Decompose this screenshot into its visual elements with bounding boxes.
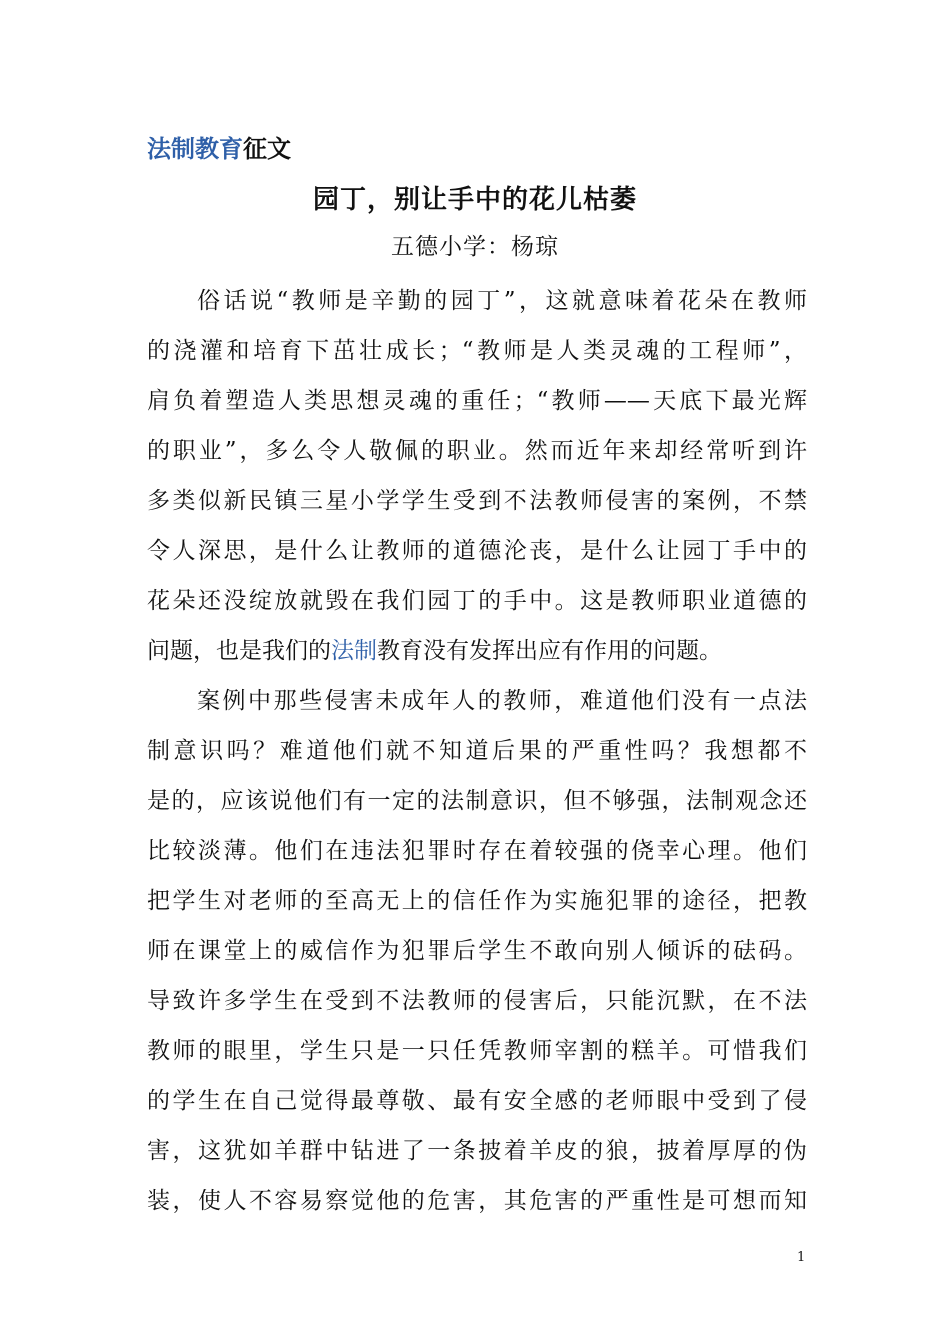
paragraph-2-line: 装，使人不容易察觉他的危害，其危害的严重性是可想而知 [147,1188,807,1214]
paragraph-2-line: 导致许多学生在受到不法教师的侵害后，只能沉默，在不法 [147,988,807,1014]
paragraph-1-line: 俗话说“教师是辛勤的园丁”，这就意味着花朵在教师 [197,288,807,314]
last-line-text-after: 教育没有发挥出应有作用的问题。 [377,638,722,664]
paragraph-2-line: 师在课堂上的威信作为犯罪后学生不敢向别人倾诉的砝码。 [147,938,807,964]
paragraph-2-line: 教师的眼里，学生只是一只任凭教师宰割的糕羊。可惜我们 [147,1038,807,1064]
essay-category-heading [147,131,291,167]
paragraph-2-line: 比较淡薄。他们在违法犯罪时存在着较强的侥幸心理。他们 [147,838,807,864]
category-suffix: 征文 [243,134,291,163]
fazhi-link[interactable]: 法制 [331,638,377,664]
paragraph-1-line: 花朵还没绽放就毁在我们园丁的手中。这是教师职业道德的 [147,588,807,614]
last-line-text-before: 问题，也是我们的 [147,638,331,664]
essay-body [147,276,807,1226]
author-line: 五德小学：杨琼 [391,234,559,260]
paragraph-2-line: 是的，应该说他们有一定的法制意识，但不够强，法制观念还 [147,788,807,814]
paragraph-1-last-line [147,626,807,676]
paragraph-2-line: 把学生对老师的至高无上的信任作为实施犯罪的途径，把教 [147,888,807,914]
paragraph-1-line: 的职业”，多么令人敬佩的职业。然而近年来却经常听到许 [147,438,807,464]
page-number: 1 [797,1250,806,1265]
category-link[interactable]: 法制教育 [147,134,243,163]
paragraph-1-line: 肩负着塑造人类思想灵魂的重任；“教师——天底下最光辉 [147,388,807,414]
paragraph-2-line: 制意识吗？难道他们就不知道后果的严重性吗？我想都不 [147,738,807,764]
paragraph-1-line: 的浇灌和培育下茁壮成长；“教师是人类灵魂的工程师”， [147,338,807,364]
paragraph-1-line: 令人深思，是什么让教师的道德沦丧，是什么让园丁手中的 [147,538,807,564]
paragraph-2-line: 害，这犹如羊群中钻进了一条披着羊皮的狼，披着厚厚的伪 [147,1138,807,1164]
paragraph-2-line: 的学生在自己觉得最尊敬、最有安全感的老师眼中受到了侵 [147,1088,807,1114]
essay-title: 园丁，别让手中的花儿枯萎 [312,185,637,215]
paragraph-2-line: 案例中那些侵害未成年人的教师，难道他们没有一点法 [197,688,807,714]
paragraph-1-line: 多类似新民镇三星小学学生受到不法教师侵害的案例，不禁 [147,488,807,514]
